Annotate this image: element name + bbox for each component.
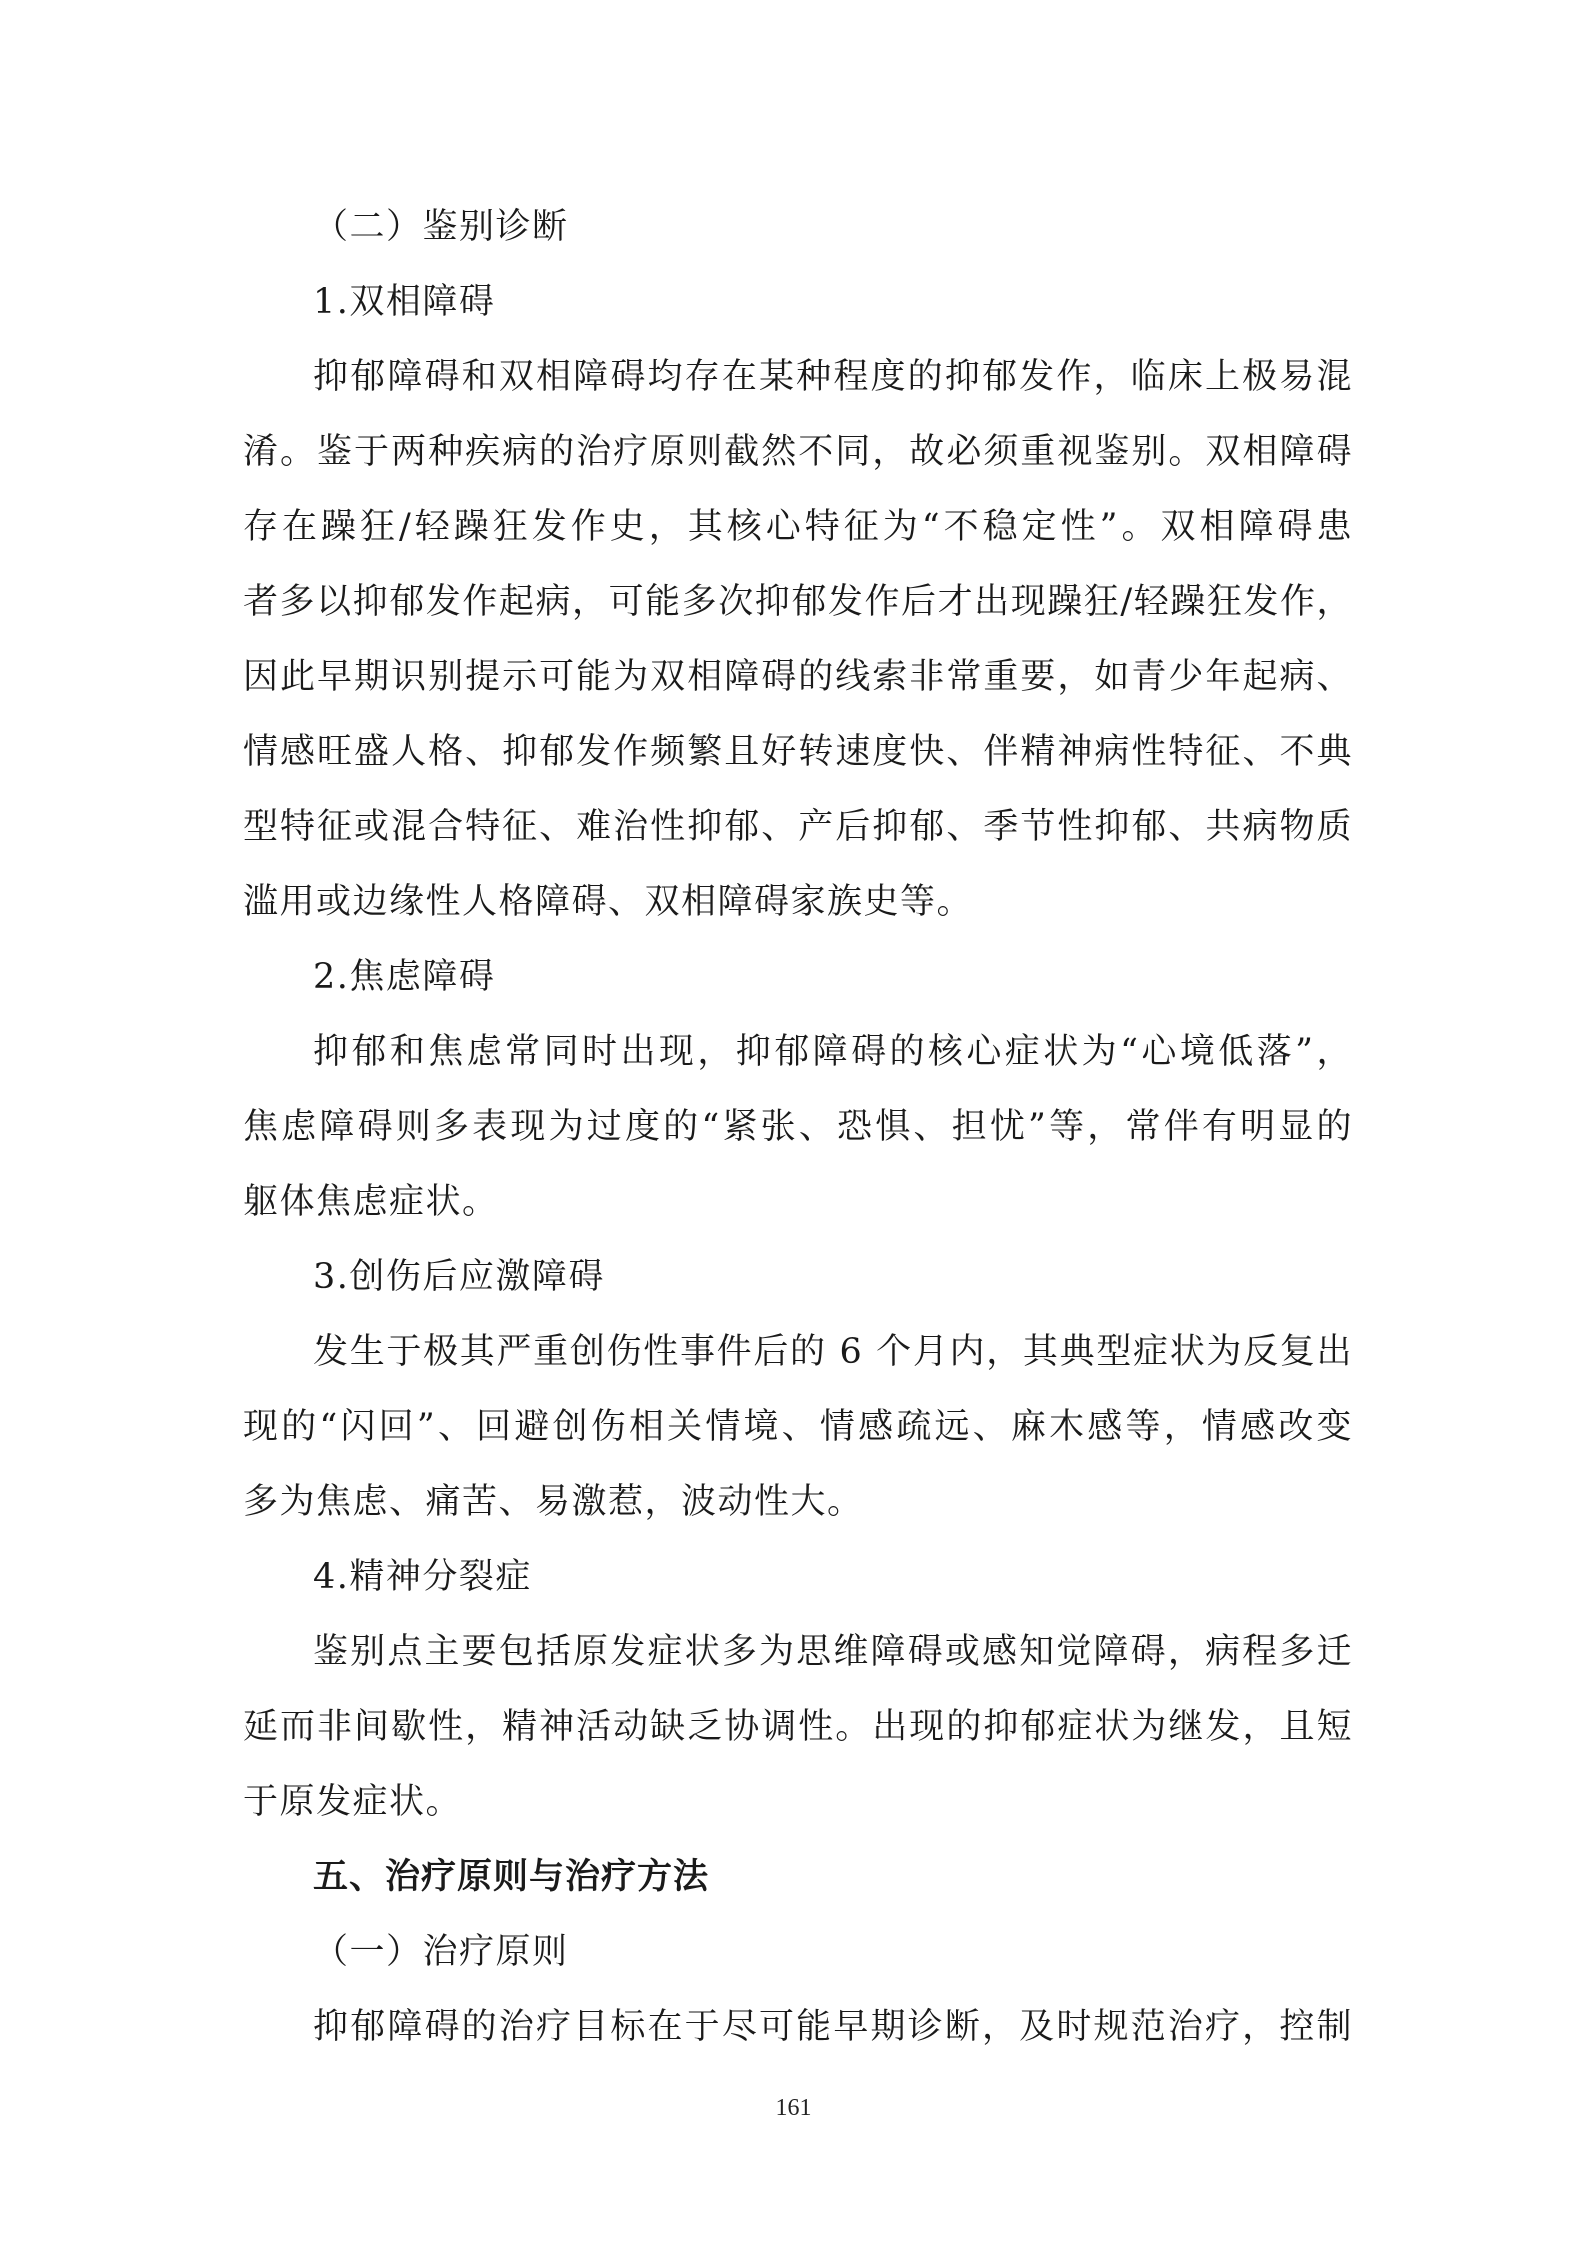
section-heading: （二）鉴别诊断 — [313, 207, 569, 247]
item-title-anxiety: 2.焦虑障碍 — [313, 957, 496, 997]
paragraph-line: 因此早期识别提示可能为双相障碍的线索非常重要，如青少年起病、 — [243, 657, 1353, 697]
paragraph-line: 于原发症状。 — [243, 1782, 463, 1822]
paragraph-line: 存在躁狂/轻躁狂发作史，其核心特征为“不稳定性”。双相障碍患 — [243, 507, 1353, 547]
paragraph-line: 抑郁障碍的治疗目标在于尽可能早期诊断，及时规范治疗，控制 — [313, 2007, 1353, 2047]
paragraph-line: 情感旺盛人格、抑郁发作频繁且好转速度快、伴精神病性特征、不典 — [243, 732, 1353, 772]
paragraph-line: 多为焦虑、痛苦、易激惹，波动性大。 — [243, 1482, 864, 1522]
page-content — [243, 190, 1353, 2065]
item-title-ptsd: 3.创伤后应激障碍 — [313, 1257, 605, 1297]
paragraph-line: 滥用或边缘性人格障碍、双相障碍家族史等。 — [243, 882, 974, 922]
paragraph-line: 抑郁和焦虑常同时出现，抑郁障碍的核心症状为“心境低落”， — [313, 1032, 1353, 1072]
paragraph-line: 抑郁障碍和双相障碍均存在某种程度的抑郁发作，临床上极易混 — [313, 357, 1353, 397]
paragraph-line: 发生于极其严重创伤性事件后的 6 个月内，其典型症状为反复出 — [313, 1332, 1353, 1372]
paragraph-line: 者多以抑郁发作起病，可能多次抑郁发作后才出现躁狂/轻躁狂发作， — [243, 582, 1353, 622]
subsection-heading: （一）治疗原则 — [313, 1932, 569, 1972]
item-title-schizophrenia: 4.精神分裂症 — [313, 1557, 532, 1597]
item-title-bipolar: 1.双相障碍 — [313, 282, 496, 322]
paragraph-line: 鉴别点主要包括原发症状多为思维障碍或感知觉障碍，病程多迁 — [313, 1632, 1353, 1672]
paragraph-line: 型特征或混合特征、难治性抑郁、产后抑郁、季节性抑郁、共病物质 — [243, 807, 1353, 847]
paragraph-line: 现的“闪回”、回避创伤相关情境、情感疏远、麻木感等，情感改变 — [243, 1407, 1353, 1447]
paragraph-line: 焦虑障碍则多表现为过度的“紧张、恐惧、担忧”等，常伴有明显的 — [243, 1107, 1353, 1147]
paragraph-line: 延而非间歇性，精神活动缺乏协调性。出现的抑郁症状为继发，且短 — [243, 1707, 1353, 1747]
page-number: 161 — [775, 2095, 812, 2121]
chapter-heading: 五、治疗原则与治疗方法 — [313, 1857, 710, 1897]
paragraph-line: 躯体焦虑症状。 — [243, 1182, 499, 1222]
paragraph-line: 淆。鉴于两种疾病的治疗原则截然不同，故必须重视鉴别。双相障碍 — [243, 432, 1353, 472]
